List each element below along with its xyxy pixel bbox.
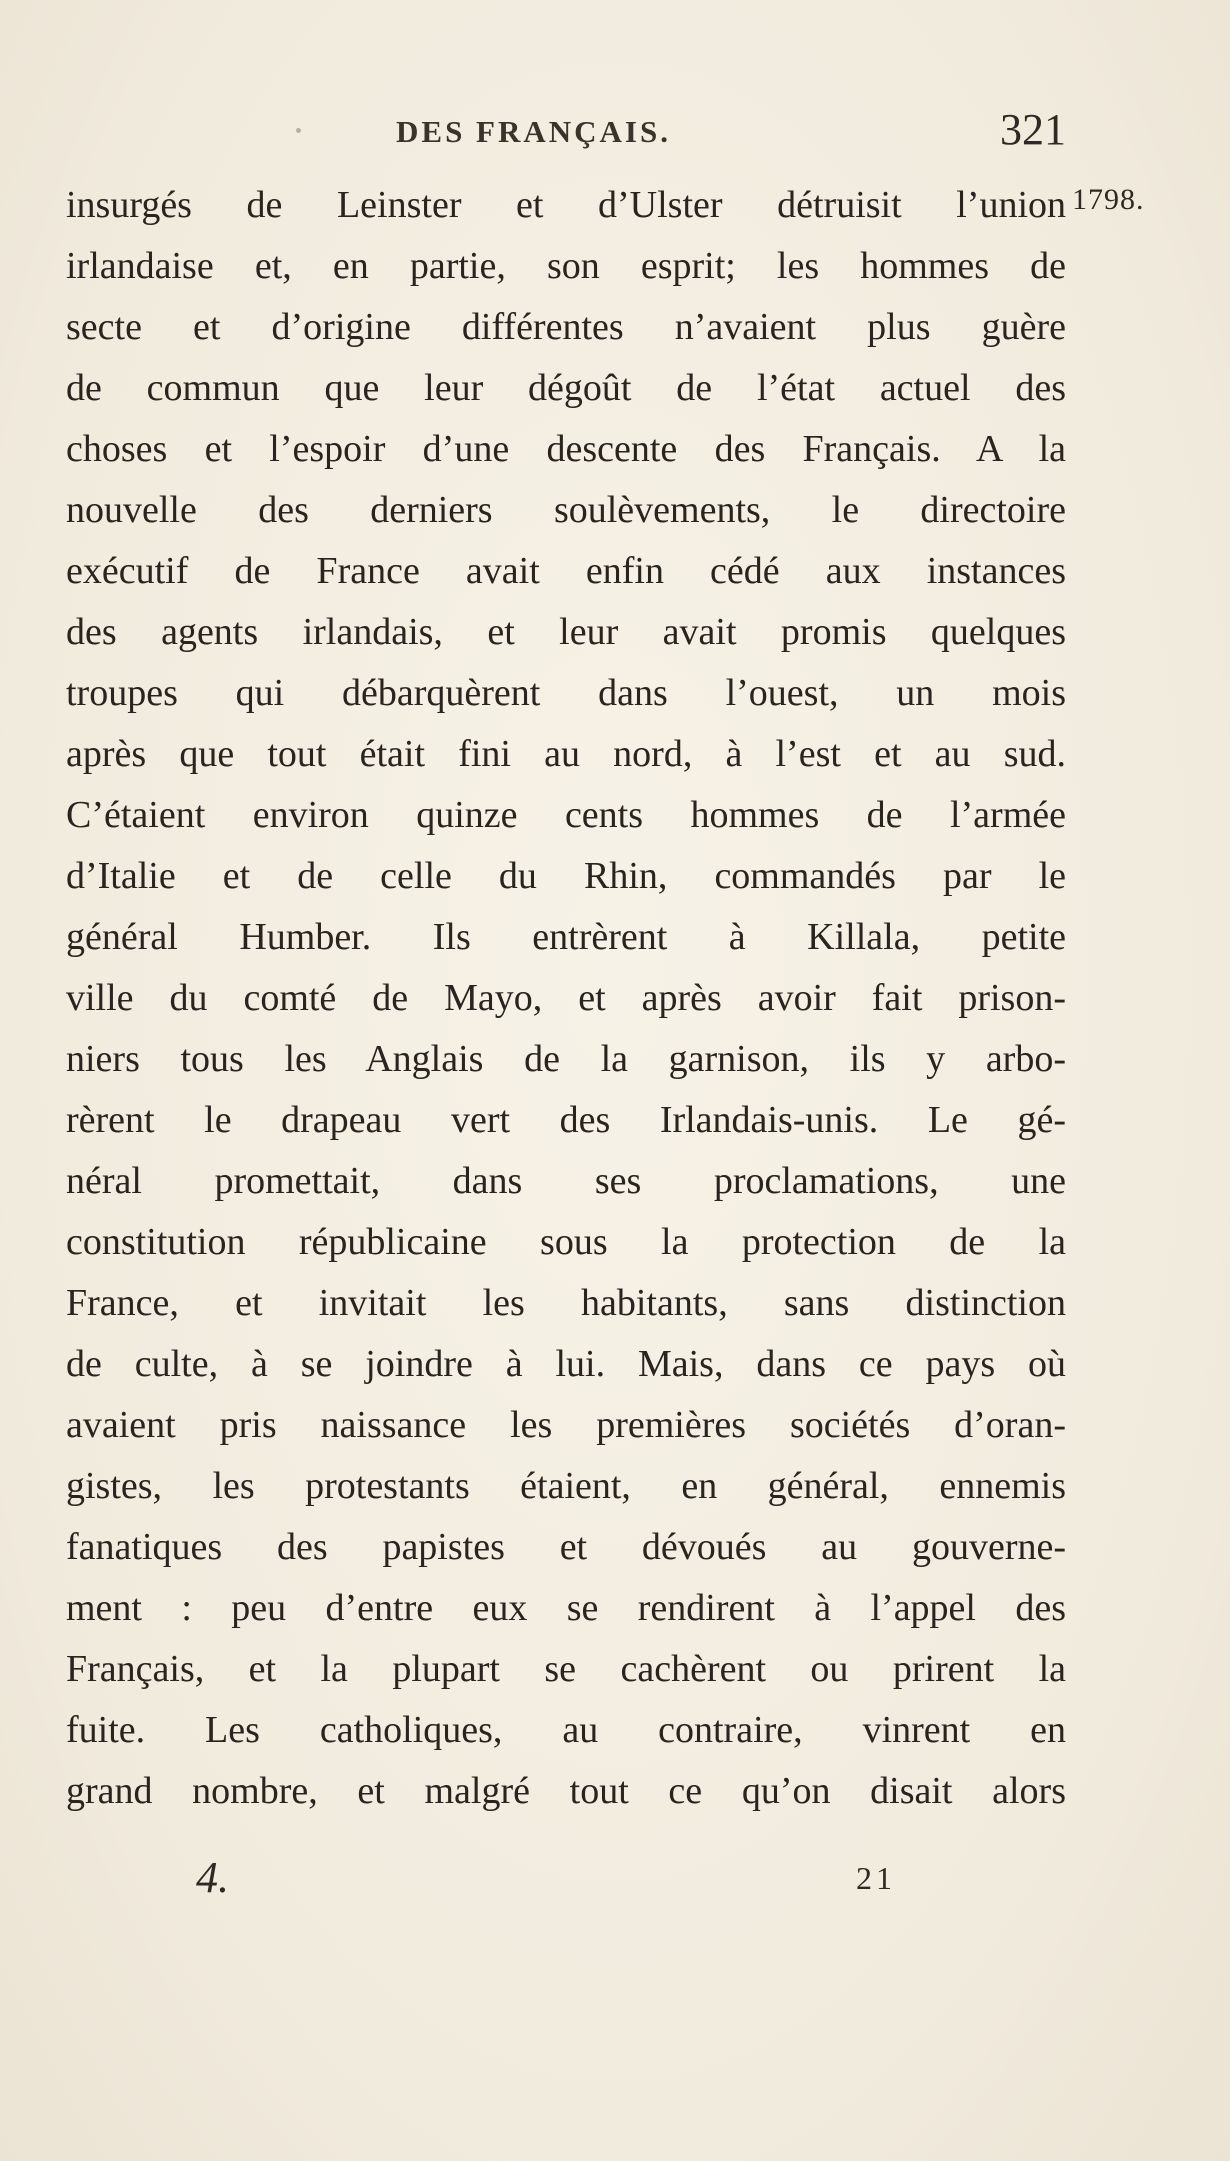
text-line: nouvelle des derniers soulèvements, le directoire: [66, 489, 1066, 531]
margin-date-note: 1798.: [1072, 183, 1145, 216]
text-line: irlandaise et, en partie, son esprit; les hommes de: [66, 245, 1066, 287]
page-header: [66, 105, 1066, 158]
volume-mark: 4.: [196, 1853, 229, 1902]
running-head: DES FRANÇAIS.: [396, 114, 671, 149]
text-line: grand nombre, et malgré tout ce qu’on disait alors: [66, 1770, 1066, 1812]
text-line: rèrent le drapeau vert des Irlandais-unis. Le gé-: [66, 1099, 1066, 1141]
text-line: constitution républicaine sous la protection de la: [66, 1221, 1066, 1263]
text-line: de commun que leur dégoût de l’état actuel des: [66, 367, 1066, 409]
text-line: ment : peu d’entre eux se rendirent à l’appel des: [66, 1587, 1066, 1629]
text-line: insurgés de Leinster et d’Ulster détruisit l’union: [66, 184, 1066, 226]
page-footer: [66, 1852, 1066, 1912]
text-line: fanatiques des papistes et dévoués au gouverne-: [66, 1526, 1066, 1568]
text-line: gistes, les protestants étaient, en général, ennemis: [66, 1465, 1066, 1507]
text-line: de culte, à se joindre à lui. Mais, dans ce pays où: [66, 1343, 1066, 1385]
text-line: secte et d’origine différentes n’avaient plus guère: [66, 306, 1066, 348]
text-line: troupes qui débarquèrent dans l’ouest, un mois: [66, 672, 1066, 714]
printer-dot: [296, 128, 301, 133]
text-line: d’Italie et de celle du Rhin, commandés par le: [66, 855, 1066, 897]
text-line: général Humber. Ils entrèrent à Killala, petite: [66, 916, 1066, 958]
text-line: France, et invitait les habitants, sans distinction: [66, 1282, 1066, 1324]
signature-mark: 21: [856, 1860, 896, 1896]
text-line: choses et l’espoir d’une descente des Français. A la: [66, 428, 1066, 470]
text-line: néral promettait, dans ses proclamations, une: [66, 1160, 1066, 1202]
text-line: après que tout était fini au nord, à l’est et au sud.: [66, 733, 1066, 775]
text-line: fuite. Les catholiques, au contraire, vinrent en: [66, 1709, 1066, 1751]
text-line: avaient pris naissance les premières sociétés d’oran-: [66, 1404, 1066, 1446]
body-text: [66, 175, 1066, 1822]
text-line: C’étaient environ quinze cents hommes de l’armée: [66, 794, 1066, 836]
text-line: des agents irlandais, et leur avait promis quelques: [66, 611, 1066, 653]
text-line: ville du comté de Mayo, et après avoir fait prison-: [66, 977, 1066, 1019]
text-line: exécutif de France avait enfin cédé aux instances: [66, 550, 1066, 592]
text-line: niers tous les Anglais de la garnison, ils y arbo-: [66, 1038, 1066, 1080]
page-number: 321: [1000, 105, 1066, 154]
text-line: Français, et la plupart se cachèrent ou prirent la: [66, 1648, 1066, 1690]
